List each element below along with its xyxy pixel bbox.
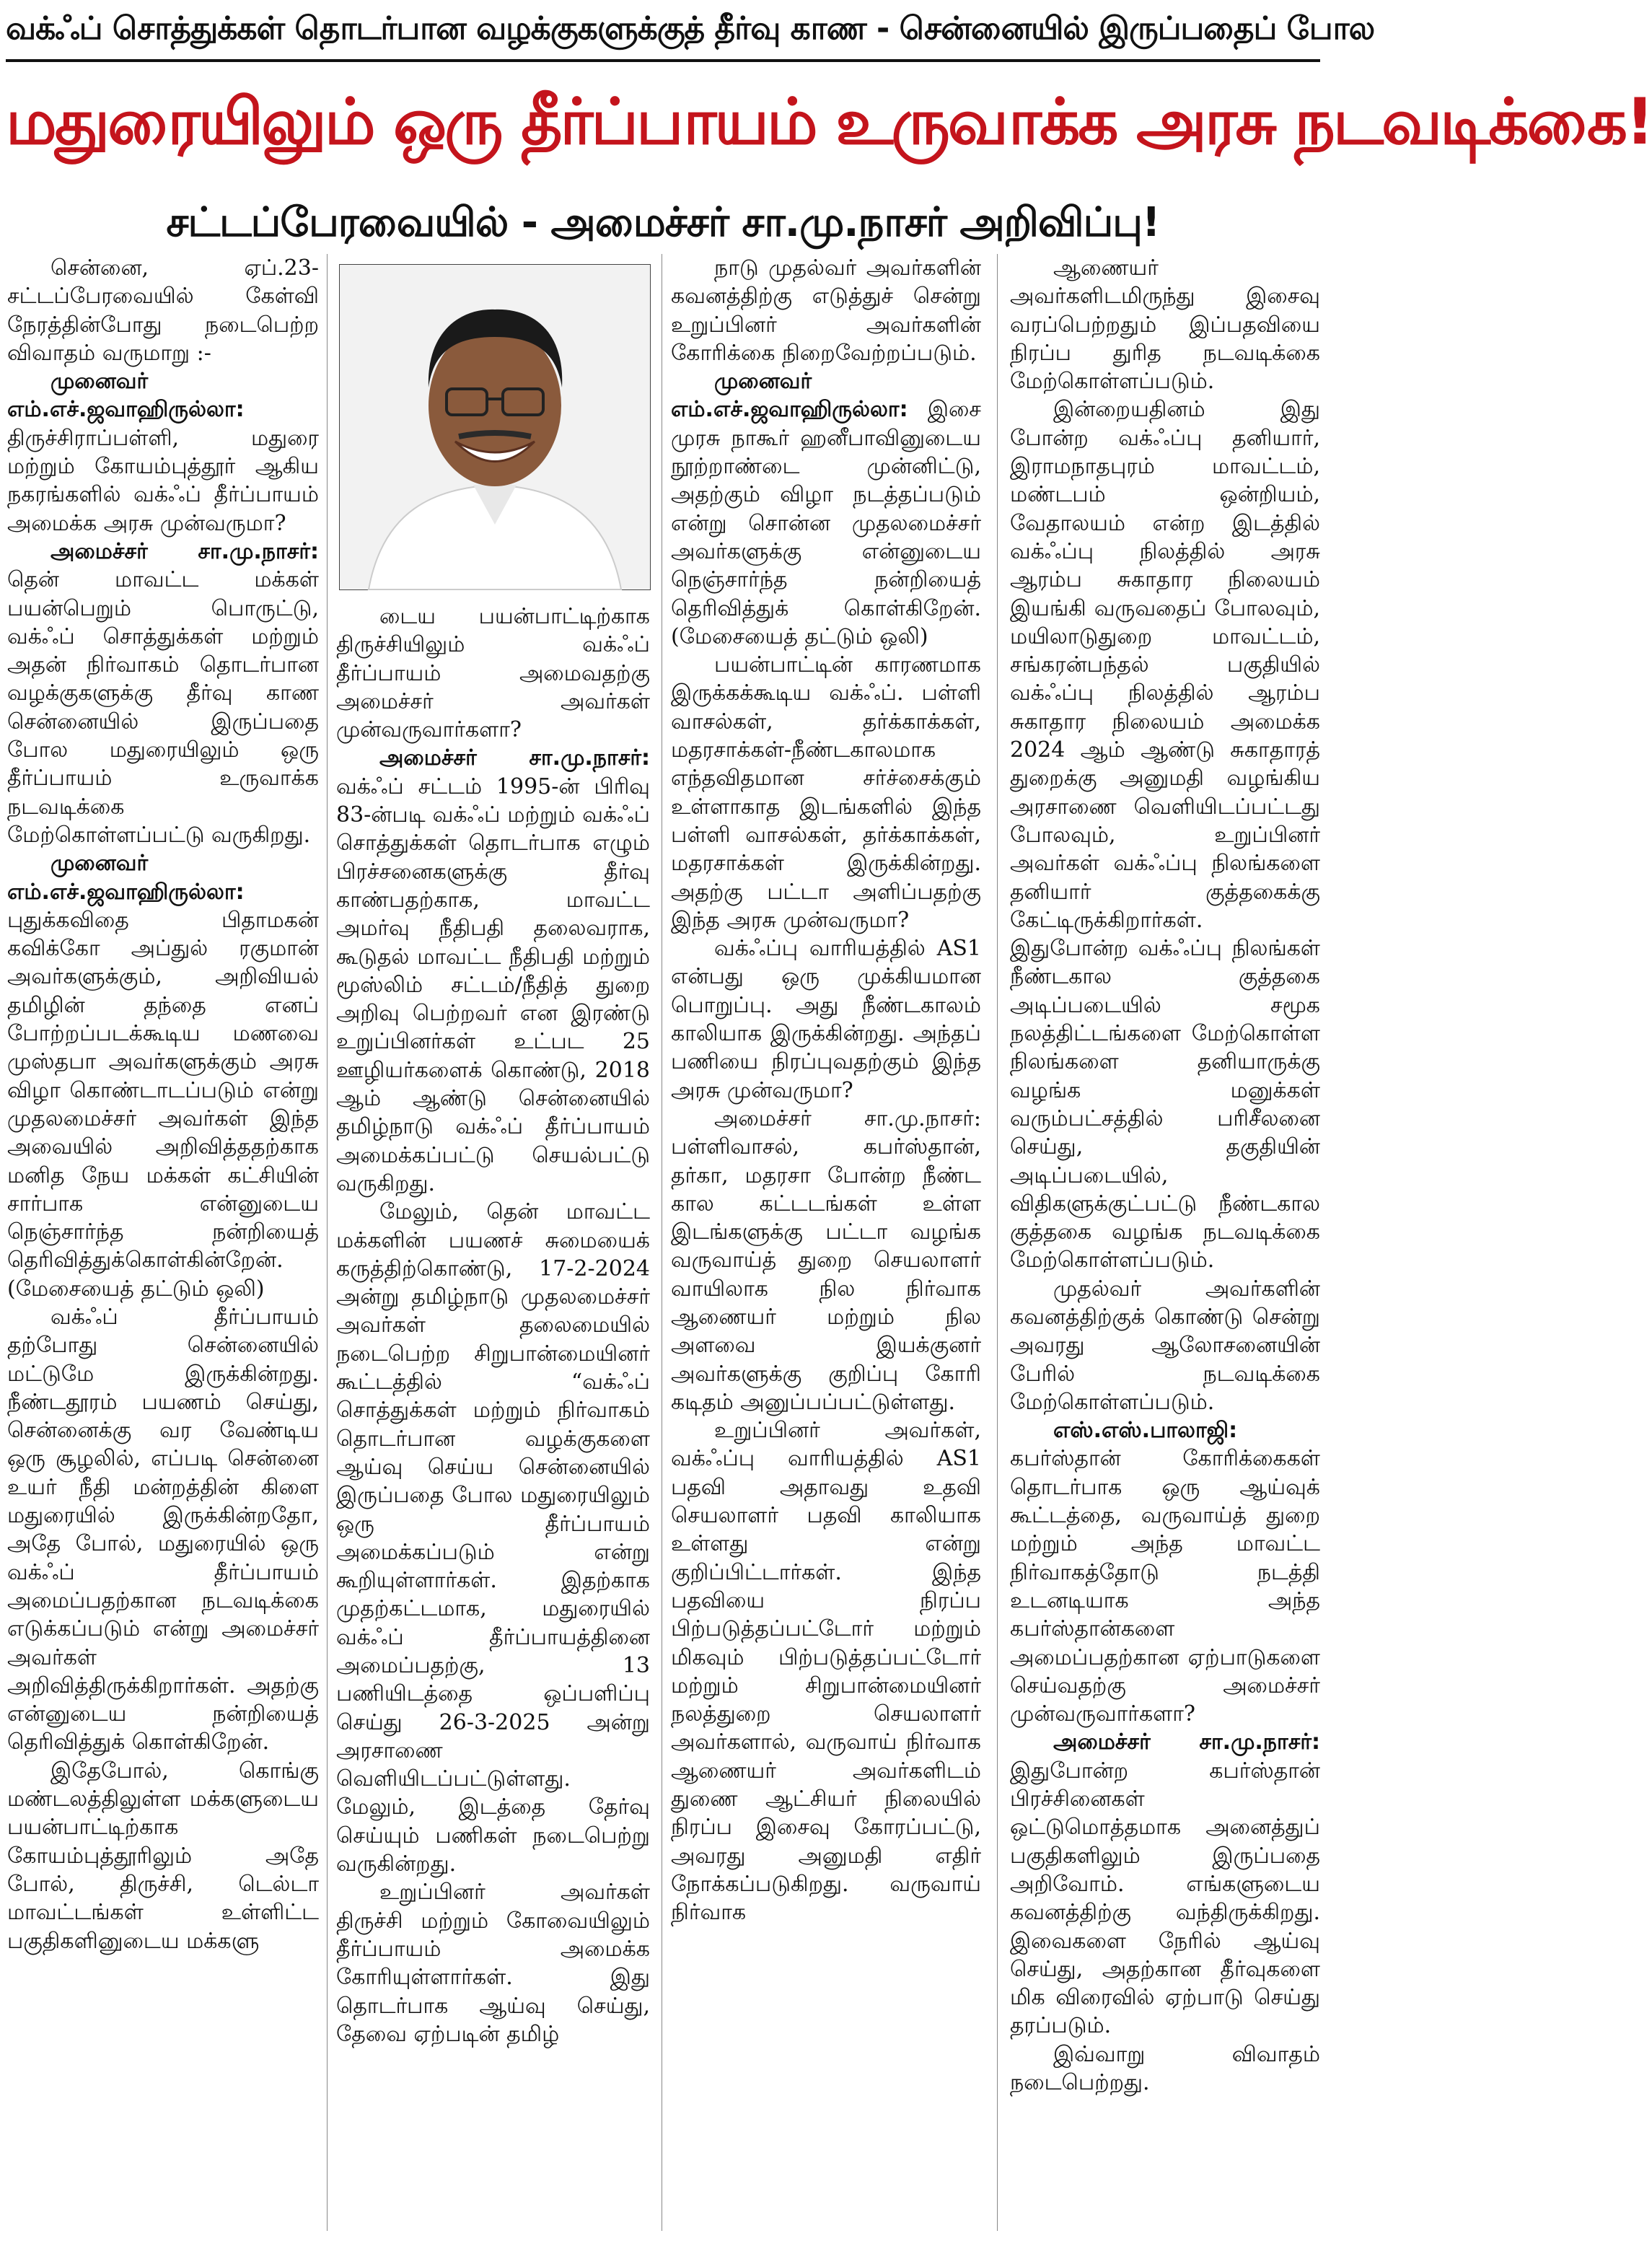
article-column-2 [336,602,650,2226]
minister-photo [339,264,651,590]
article-paragraph [671,1416,981,1926]
speaker-name: எஸ்.எஸ்.பாலாஜி: [1053,1418,1238,1444]
paragraph-text: நாடு முதல்வர் அவர்களின் கவனத்திற்கு எடுத்துச் சென்று உறுப்பினர் அவர்களின் கோரிக்கை நிறைவேற்றப்படும். [671,255,981,366]
article-paragraph [671,651,981,934]
article-paragraph [7,367,319,538]
paragraph-text: ஆணையர் அவர்களிடமிருந்து இசைவு வரப்பெற்றதும் இப்பதவியை நிரப்ப துரித நடவடிக்கை மேற்கொள்ளப்படும். [1010,255,1320,395]
paragraph-text: பயன்பாட்டின் காரணமாக இருக்கக்கூடிய வக்ஃப். பள்ளி வாசல்கள், தர்க்காக்கள், மதரசாக்கள்-நீண்டகாலமாக எந்தவிதமான சர்ச்சைக்கும் உள்ளாகாத இடங்களில் இந்த பள்ளி வாசல்கள், தர்க்காக்கள், மதரசாக்கள் இருக்கின்றது. அதற்கு பட்டா அளிப்பதற்கு இந்த அரசு முன்வருமா? [671,652,981,933]
paragraph-text: வக்ஃப் சட்டம் 1995-ன் பிரிவு 83-ன்படி வக்ஃப் மற்றும் வக்ஃப் சொத்துக்கள் தொடர்பாக எழும் பிரச்சனைகளுக்கு தீர்வு காண்பதற்காக, மாவட்ட அமர்வு நீதிபதி தலைவராக, கூடுதல் மாவட்ட நீதிபதி மற்றும் மூஸ்லிம் சட்டம்/நீதித் துறை அறிவு பெற்றவர் என இரண்டு உறுப்பினர்கள் உட்பட 25 ஊழியர்களைக் கொண்டு, 2018 ஆம் ஆண்டு சென்னையில் தமிழ்நாடு வக்ஃப் தீர்ப்பாயம் அமைக்கப்பட்டு செயல்பட்டு வருகிறது. [336,773,650,1196]
paragraph-text: இன்றையதினம் இது போன்ற வக்ஃப்பு தனியார், இராமநாதபுரம் மாவட்டம், மண்டபம் ஒன்றியம், வேதாலயம் என்ற இடத்தில் வக்ஃப்பு நிலத்தில் அரசு ஆரம்ப சுகாதார நிலையம் இயங்கி வருவதைப் போலவும், மயிலாடுதுறை மாவட்டம், சங்கரன்பந்தல் பகுதியில் வக்ஃப்பு நிலத்தில் ஆரம்ப சுகாதார நிலையம் அமைக்க 2024 ஆம் ஆண்டு சுகாதாரத் துறைக்கு அனுமதி வழங்கிய அரசாணை வெளியிடப்பட்டது போலவும், உறுப்பினர் அவர்கள் வக்ஃப்பு நிலங்களை தனியார் குத்தகைக்கு கேட்டிருக்கிறார்கள். இதுபோன்ற வக்ஃப்பு நிலங்கள் நீண்டகால குத்தகை அடிப்படையில் சமூக நலத்திட்டங்களை மேற்கொள்ள நிலங்களை தனியாருக்கு வழங்க மனுக்கள் வரும்பட்சத்தில் பரிசீலனை செய்து, தகுதியின் அடிப்படையில், விதிகளுக்குட்பட்டு நீண்டகால குத்தகை வழங்க நடவடிக்கை மேற்கொள்ளப்படும். [1010,397,1320,1273]
kicker-underline [6,59,1320,62]
article-paragraph [7,1303,319,1757]
kicker-headline: வக்ஃப் சொத்துக்கள் தொடர்பான வழக்குகளுக்குத் தீர்வு காண - சென்னையில் இருப்பதைப் போல [6,10,1375,47]
article-paragraph [1010,395,1320,1274]
paragraph-text: புதுக்கவிதை பிதாமகன் கவிக்கோ அப்துல் ரகுமான் அவர்களுக்கும், அறிவியல் தமிழின் தந்தை எனப் போற்றப்படக்கூடிய மணவை முஸ்தபா அவர்களுக்கும் அரசு விழா கொண்டாடப்படும் என்று முதலமைச்சர் அவர்கள் இந்த அவையில் அறிவித்ததற்காக மனித நேய மக்கள் கட்சியின் சார்பாக என்னுடைய நெஞ்சார்ந்த நன்றியைத் தெரிவித்துக்கொள்கின்றேன். (மேசையைத் தட்டும் ஒலி) [7,907,319,1302]
paragraph-text: மேலும், தென் மாவட்ட மக்களின் பயணச் சுமையைக் கருத்திற்கொண்டு, 17-2-2024 அன்று தமிழ்நாடு முதலமைச்சர் அவர்கள் தலைமையில் நடைபெற்ற சிறுபான்மையினர் கூட்டத்தில் “வக்ஃப் சொத்துக்கள் மற்றும் நிர்வாகம் தொடர்பான வழக்குகளை ஆய்வு செய்ய சென்னையில் இருப்பதை போல மதுரையிலும் ஒரு தீர்ப்பாயம் அமைக்கப்படும் என்று கூறியுள்ளார்கள். இதற்காக முதற்கட்டமாக, மதுரையில் வக்ஃப் தீர்ப்பாயத்தினை அமைப்பதற்கு, 13 பணியிடத்தை ஒப்பளிப்பு செய்து 26-3-2025 அன்று அரசாணை வெளியிடப்பட்டுள்ளது. மேலும், இடத்தை தேர்வு செய்யும் பணிகள் நடைபெற்று வருகின்றது. [336,1199,650,1877]
sub-headline: சட்டப்பேரவையில் - அமைச்சர் சா.மு.நாசர் அறிவிப்பு! [166,199,1160,246]
paragraph-text: உறுப்பினர் அவர்கள், வக்ஃப்பு வாரியத்தில் AS1 பதவி அதாவது உதவி செயலாளர் பதவி காலியாக உள்ளது என்று குறிப்பிட்டார்கள். இந்த பதவியை நிரப்ப பிற்படுத்தப்பட்டோர் மற்றும் மிகவும் பிற்படுத்தப்பட்டோர் மற்றும் சிறுபான்மையினர் நலத்துறை செயலாளர் அவர்களால், வருவாய் நிர்வாக ஆணையர் அவர்களிடம் துணை ஆட்சியர் நிலையில் நிரப்ப இசைவு கோரப்பட்டு, அவரது அனுமதி எதிர் நோக்கப்படுகிறது. வருவாய் நிர்வாக [671,1418,981,1926]
column-rule [327,254,328,2231]
article-paragraph [1010,254,1320,395]
article-paragraph [336,602,650,744]
article-column-4 [1010,254,1320,2231]
paragraph-text: திருச்சிராப்பள்ளி, மதுரை மற்றும் கோயம்புத்தூர் ஆகிய நகரங்களில் வக்ஃப் தீர்ப்பாயம் அமைக்க அரசு முன்வருமா? [7,425,319,536]
article-paragraph [7,849,319,1303]
paragraph-text: கபர்ஸ்தான் கோரிக்கைகள் தொடர்பாக ஒரு ஆய்வுக் கூட்டத்தை, வருவாய்த் துறை மற்றும் அந்த மாவட்ட நிர்வாகத்தோடு நடத்தி உடனடியாக அந்த கபர்ஸ்தான்களை அமைப்பதற்கான ஏற்பாடுகளை செய்வதற்கு அமைச்சர் முன்வருவார்களா? [1010,1446,1320,1727]
article-paragraph [1010,1728,1320,2040]
paragraph-text: சென்னை, ஏப்.23- சட்டப்பேரவையில் கேள்வி நேரத்தின்போது நடைபெற்ற விவாதம் வருமாறு :- [7,255,319,366]
paragraph-text: வக்ஃப் தீர்ப்பாயம் தற்போது சென்னையில் மட்டுமே இருக்கின்றது. நீண்டதூரம் பயணம் செய்து, சென்னைக்கு வர வேண்டிய ஒரு சூழலில், எப்படி சென்னை உயர் நீதி மன்றத்தின் கிளை மதுரையில் இருக்கின்றதோ, அதே போல், மதுரையில் ஒரு வக்ஃப் தீர்ப்பாயம் அமைப்பதற்கான நடவடிக்கை எடுக்கப்படும் என்று அமைச்சர் அவர்கள் அறிவித்திருக்கிறார்கள். அதற்கு என்னுடைய நன்றியைத் தெரிவித்துக் கொள்கிறேன். [7,1304,319,1755]
article-paragraph [671,1105,981,1416]
speaker-name: அமைச்சர் சா.மு.நாசர்: [379,745,650,771]
paragraph-text: இதேபோல், கொங்கு மண்டலத்திலுள்ள மக்களுடைய பயன்பாட்டிற்காக கோயம்புத்தூரிலும் அதே போல், திருச்சி, டெல்டா மாவட்டங்கள் உள்ளிட்ட பகுதிகளினுடைய மக்களு [7,1758,319,1954]
paragraph-text: உறுப்பினர் அவர்கள் திருச்சி மற்றும் கோவையிலும் தீர்ப்பாயம் அமைக்க கோரியுள்ளார்கள். இது தொடர்பாக ஆய்வு செய்து, தேவை ஏற்படின் தமிழ் [336,1880,650,2047]
article-paragraph [1010,2040,1320,2097]
article-paragraph [671,934,981,1105]
paragraph-text: டைய பயன்பாட்டிற்காக திருச்சியிலும் வக்ஃப் தீர்ப்பாயம் அமைவதற்கு அமைச்சர் அவர்கள் முன்வருவார்களா? [336,604,650,743]
article-paragraph [671,367,981,651]
paragraph-text: இசை முரசு நாகூர் ஹனீபாவினுடைய நூற்றாண்டை முன்னிட்டு, அதற்கும் விழா நடத்தப்படும் என்று சொன்ன முதலமைச்சர் அவர்களுக்கு என்னுடைய நெஞ்சார்ந்த நன்றியைத் தெரிவித்துக் கொள்கிறேன். (மேசையைத் தட்டும் ஒலி) [671,397,981,649]
article-paragraph [336,744,650,1198]
main-headline: மதுரையிலும் ஒரு தீர்ப்பாயம் உருவாக்க அரசு நடவடிக்கை! [6,84,1652,159]
speaker-name: முனைவர் எம்.எச்.ஜவாஹிருல்லா: [7,851,245,905]
paragraph-text: முதல்வர் அவர்களின் கவனத்திற்குக் கொண்டு சென்று அவரது ஆலோசனையின் பேரில் நடவடிக்கை மேற்கொள்ளப்படும். [1010,1276,1320,1415]
article-column-1 [7,254,319,2231]
article-paragraph [7,254,319,367]
paragraph-text: அமைச்சர் சா.மு.நாசர்: பள்ளிவாசல், கபர்ஸ்தான், தர்கா, மதரசா போன்ற நீண்ட கால கட்டடங்கள் உள்ள இடங்களுக்கு பட்டா வழங்க வருவாய்த் துறை செயலாளர் வாயிலாக நில நிர்வாக ஆணையர் மற்றும் நில அளவை இயக்குனர் அவர்களுக்கு குறிப்பு கோரி கடிதம் அனுப்பப்பட்டுள்ளது. [671,1105,981,1415]
article-paragraph [7,538,319,849]
article-column-3 [671,254,981,2231]
portrait-image [340,265,650,589]
speaker-name: முனைவர் எம்.எச்.ஜவாஹிருல்லா: [7,369,245,423]
article-paragraph [336,1198,650,1878]
article-paragraph [671,254,981,367]
speaker-name: அமைச்சர் சா.மு.நாசர்: [50,538,319,564]
article-paragraph [1010,1275,1320,1416]
speaker-name: முனைவர் எம்.எச்.ஜவாஹிருல்லா: [671,369,908,423]
paragraph-text: இதுபோன்ற கபர்ஸ்தான் பிரச்சினைகள் ஒட்டுமொத்தமாக அனைத்துப் பகுதிகளிலும் இருப்பதை அறிவோம். எங்களுடைய கவனத்திற்கு வந்திருக்கிறது. இவைகளை நேரில் ஆய்வு செய்து, அதற்கான தீர்வுகளை மிக விரைவில் ஏற்பாடு செய்து தரப்படும். [1010,1758,1320,2039]
article-paragraph [1010,1416,1320,1728]
paragraph-text: வக்ஃப்பு வாரியத்தில் AS1 என்பது ஒரு முக்கியமான பொறுப்பு. அது நீண்டகாலம் காலியாக இருக்கின்றது. அந்தப் பணியை நிரப்புவதற்கும் இந்த அரசு முன்வருமா? [671,936,981,1103]
paragraph-text: இவ்வாறு விவாதம் நடைபெற்றது. [1010,2041,1320,2095]
paragraph-text: தென் மாவட்ட மக்கள் பயன்பெறும் பொருட்டு, வக்ஃப் சொத்துக்கள் மற்றும் அதன் நிர்வாகம் தொடர்பான வழக்குகளுக்கு தீர்வு காண சென்னையில் இருப்பதை போல மதுரையிலும் ஒரு தீர்ப்பாயம் உருவாக்க நடவடிக்கை மேற்கொள்ளப்பட்டு வருகிறது. [7,567,319,848]
article-paragraph [7,1757,319,1955]
column-rule [997,254,998,2231]
article-paragraph [336,1878,650,2048]
speaker-name: அமைச்சர் சா.மு.நாசர்: [1053,1729,1320,1755]
